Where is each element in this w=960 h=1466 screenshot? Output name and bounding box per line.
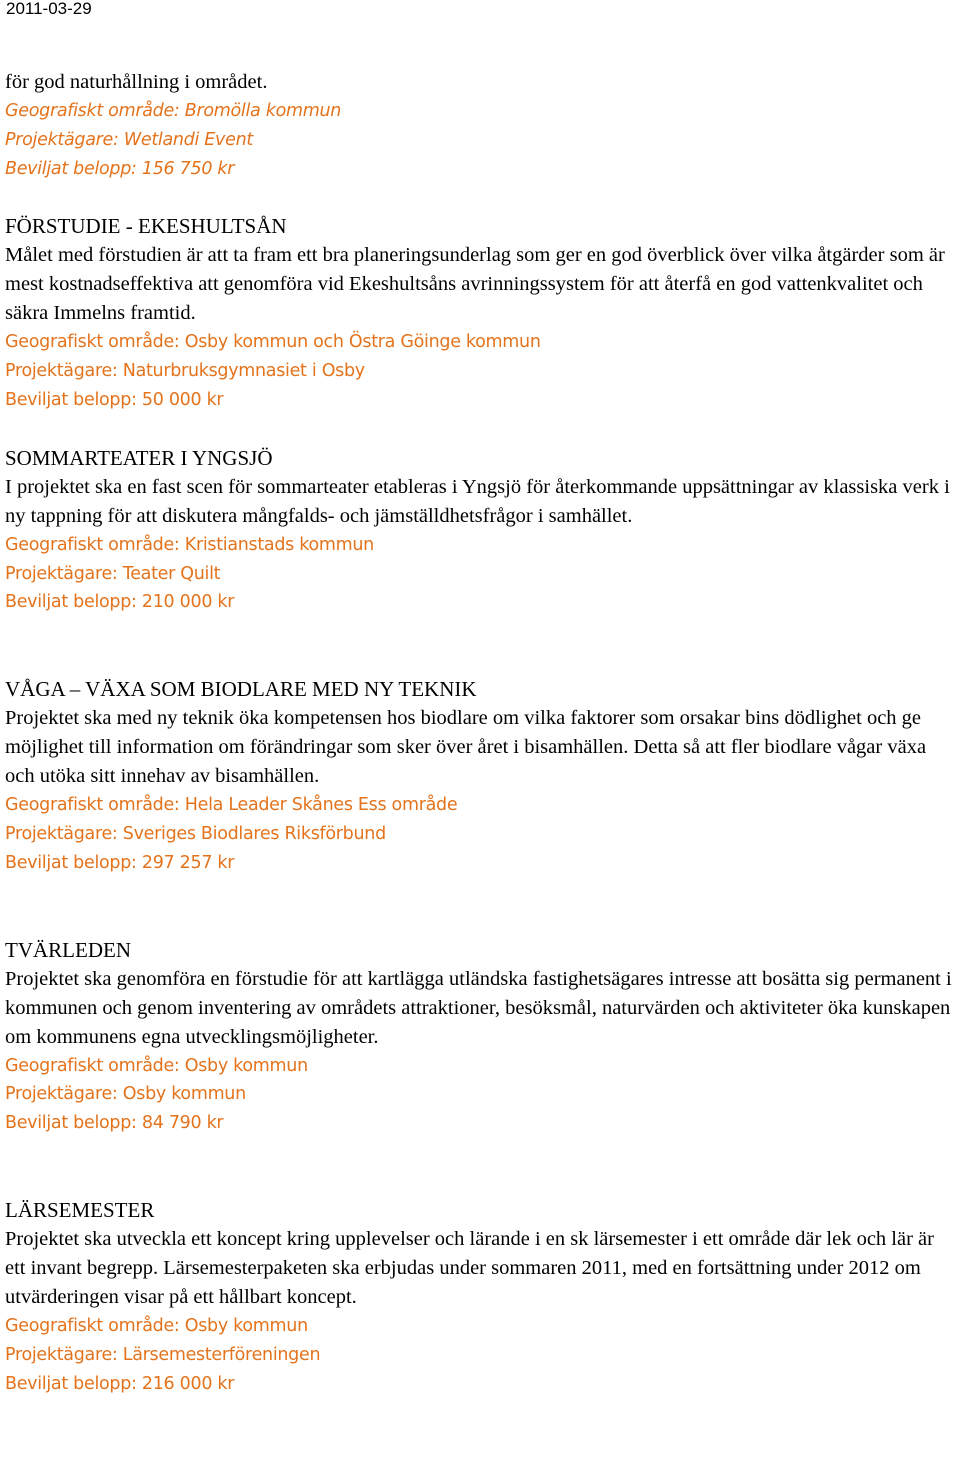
project-amount: Beviljat belopp: 50 000 kr xyxy=(5,389,224,410)
project-amount: Beviljat belopp: 297 257 kr xyxy=(5,852,235,873)
project-owner: Projektägare: Teater Quilt xyxy=(5,563,221,584)
project-area: Geografiskt område: Osby kommun xyxy=(5,1055,308,1076)
document-content xyxy=(5,68,955,1398)
project-owner: Projektägare: Sveriges Biodlares Riksförbund xyxy=(5,823,386,844)
project-bromolla xyxy=(5,97,955,183)
project-area: Geografiskt område: Kristianstads kommun xyxy=(5,534,374,555)
project-description: Projektet ska utveckla ett koncept kring upplevelser och lärande i en sk lärsemester i ett område där lek och lär är ett invant begrepp. Lärsemesterpaketen ska erbjudas under sommaren 2011, med en fortsättning under 2012 om utvärderingen visar på ett hållbart koncept. xyxy=(5,1227,934,1308)
project-description: I projektet ska en fast scen för sommarteater etableras i Yngsjö för återkommande uppsättningar av klassiska verk i ny tappning för att diskutera mångfalds- och jämställdhetsfrågor i samhället. xyxy=(5,475,950,527)
project-amount: Beviljat belopp: 210 000 kr xyxy=(5,592,235,613)
project-sommarteater xyxy=(5,444,955,617)
project-title: SOMMARTEATER I YNGSJÖ xyxy=(5,445,273,470)
project-owner: Projektägare: Naturbruksgymnasiet i Osby xyxy=(5,361,365,382)
project-owner: Projektägare: Osby kommun xyxy=(5,1084,246,1105)
project-title-text: VÅGA – VÄXA SOM BIODLARE MED NY TEKNIK xyxy=(5,677,477,702)
project-description: Projektet ska genomföra en förstudie för att kartlägga utländska fastighetsägares intresse att bosätta sig permanent i kommunen och genom inventering av områdets attraktioner, besöksmål, naturvärden och aktiviteter öka kunskapen om kommunens egna utvecklingsmöjligheter. xyxy=(5,967,952,1048)
project-title: LÄRSEMESTER xyxy=(5,1197,155,1222)
project-amount: Beviljat belopp: 216 000 kr xyxy=(5,1373,235,1394)
project-area: Geografiskt område: Hela Leader Skånes Ess område xyxy=(5,795,458,816)
project-forstudie-ekeshultsan xyxy=(5,212,955,414)
project-amount: Beviljat belopp: 156 750 kr xyxy=(5,158,235,179)
project-description: Målet med förstudien är att ta fram ett bra planeringsunderlag som ger en god överblick över vilka åtgärder som är mest kostnadseffektiva att genomföra vid Ekeshultsåns avrinningssystem för att återfå en god vattenkvalitet och säkra Immelns framtid. xyxy=(5,244,945,325)
project-area: Geografiskt område: Osby kommun och Östra Göinge kommun xyxy=(5,332,541,353)
project-title xyxy=(5,675,955,704)
project-amount: Beviljat belopp: 84 790 kr xyxy=(5,1113,224,1134)
project-vaga-vaxa xyxy=(5,675,955,877)
project-description: Projektet ska med ny teknik öka kompetensen hos biodlare om vilka faktorer som orsakar bins dödlighet och ge möjlighet till information om förändringar som sker över året i bisamhällen. Detta så att fler biodlare vågar växa och utöka sitt innehav av bisamhällen. xyxy=(5,707,927,788)
project-area: Geografiskt område: Bromölla kommun xyxy=(5,101,342,121)
page-date: 2011-03-29 xyxy=(6,0,92,18)
project-title: FÖRSTUDIE - EKESHULTSÅN xyxy=(5,214,287,239)
project-larsemester xyxy=(5,1196,955,1398)
project-area: Geografiskt område: Osby kommun xyxy=(5,1315,308,1336)
intro-continuation: för god naturhållning i området. xyxy=(5,71,268,93)
project-tvarleden xyxy=(5,936,955,1138)
project-owner: Projektägare: Lärsemesterföreningen xyxy=(5,1344,321,1365)
project-owner: Projektägare: Wetlandi Event xyxy=(5,129,253,150)
project-title: TVÄRLEDEN xyxy=(5,937,131,962)
